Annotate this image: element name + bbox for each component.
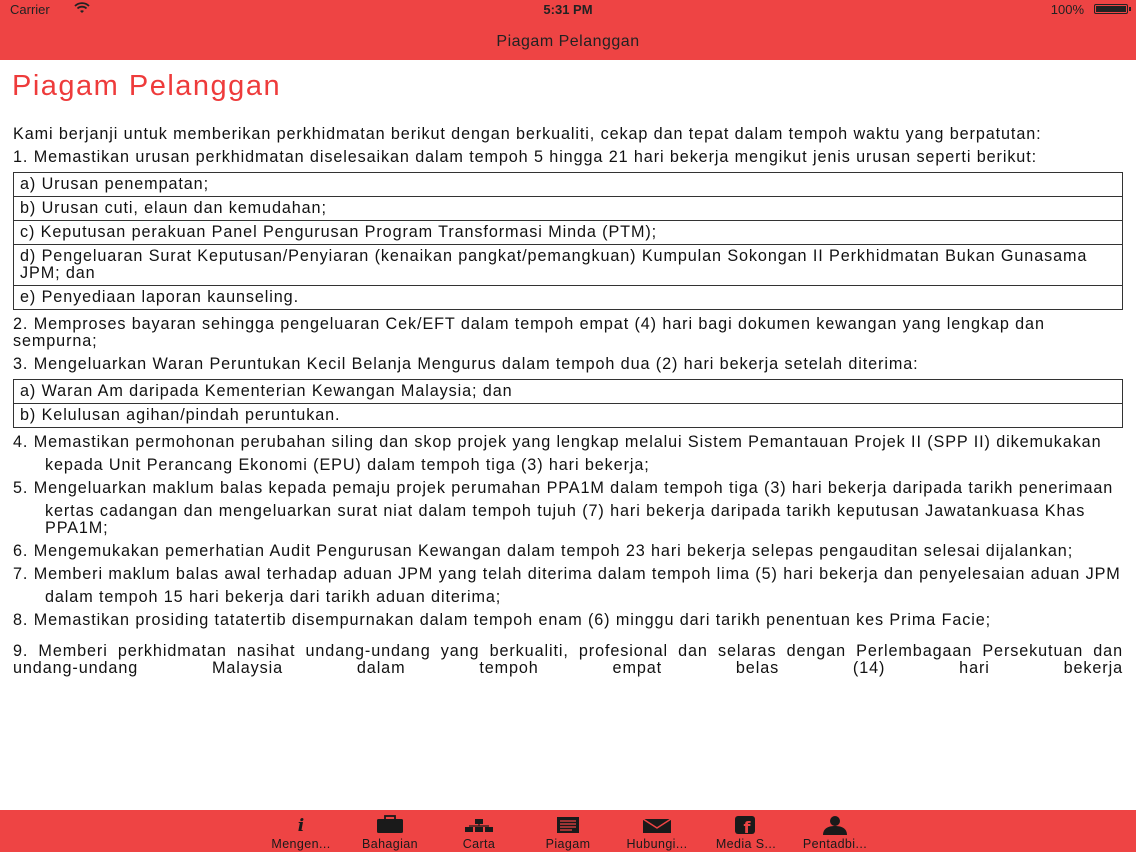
table-cell: c) Keputusan perakuan Panel Pengurusan Program Transformasi Minda (PTM); [14,221,1123,245]
table-row [14,245,1123,286]
tab-bahagian[interactable] [345,810,435,852]
table-row [14,173,1123,197]
item-5: 5. Mengeluarkan maklum balas kepada pemaju projek perumahan PPA1M dalam tempoh tiga (3) hari bekerja daripada tarikh penerimaan [13,479,1114,497]
item-2: 2. Memproses bayaran sehingga pengeluaran Cek/EFT dalam tempoh empat (4) hari bagi dokumen kewangan yang lengkap dan sempurna; [13,315,1045,350]
tab-hubungi[interactable] [612,810,702,852]
table-cell: a) Urusan penempatan; [14,173,1123,197]
table-row [14,380,1123,404]
page-title: Piagam Pelanggan [12,70,282,102]
item-5-continued: kertas cadangan dan mengeluarkan surat niat dalam tempoh tujuh (7) hari bekerja daripada tarikh keputusan Jawatankuasa Khas PPA1M; [45,502,1086,537]
table-cell: a) Waran Am daripada Kementerian Kewangan Malaysia; dan [14,380,1123,404]
tab-label: Carta [462,837,496,851]
tab-carta[interactable] [434,810,524,852]
battery-icon [1094,4,1128,14]
tab-label: Media S... [715,837,777,851]
tab-label: Bahagian [361,837,419,851]
info-icon [256,815,346,835]
tab-label: Hubungi... [626,837,688,851]
table-row [14,197,1123,221]
status-bar [0,0,1136,18]
item-1: 1. Memastikan urusan perkhidmatan diselesaikan dalam tempoh 5 hingga 21 hari bekerja mengikut jenis urusan seperti berikut: [13,148,1038,166]
charter-body [13,126,1123,683]
intro-text: Kami berjanji untuk memberikan perkhidmatan berikut dengan berkualiti, cekap dan tepat dalam tempoh waktu yang berpatutan: [13,125,1042,143]
svg-text:i: i [297,816,305,835]
nav-title: Piagam Pelanggan [496,33,640,50]
mail-icon [612,815,702,835]
tab-piagam[interactable] [523,810,613,852]
facebook-icon [701,815,791,835]
table-cell: e) Penyediaan laporan kaunseling. [14,286,1123,310]
item-4: 4. Memastikan permohonan perubahan siling dan skop projek yang lengkap melalui Sistem Pemantauan Projek II (SPP II) dikemukakan [13,433,1102,451]
tab-label: Piagam [545,837,591,851]
table-cell: d) Pengeluaran Surat Keputusan/Penyiaran (kenaikan pangkat/pemangkuan) Kumpulan Sokongan II Perkhidmatan Bukan Gunasama JPM; dan [14,245,1123,286]
content-scroll[interactable] [0,62,1136,810]
table-cell: b) Kelulusan agihan/pindah peruntukan. [14,404,1123,428]
tab-label: Mengen... [271,837,331,851]
table-item-1 [13,172,1123,310]
status-time: 5:31 PM [543,2,593,17]
table-item-3 [13,379,1123,428]
svg-text:f: f [743,818,751,835]
item-8: 8. Memastikan prosiding tatatertib disempurnakan dalam tempoh enam (6) minggu dari tarikh penentuan kes Prima Facie; [13,611,992,629]
table-cell: b) Urusan cuti, elaun dan kemudahan; [14,197,1123,221]
document-icon [523,815,613,835]
top-bar [0,0,1136,60]
item-3: 3. Mengeluarkan Waran Peruntukan Kecil Belanja Mengurus dalam tempoh dua (2) hari bekerja setelah diterima: [13,355,919,373]
tab-mengenai[interactable] [256,810,346,852]
org-chart-icon [434,815,524,835]
item-6: 6. Mengemukakan pemerhatian Audit Pengurusan Kewangan dalam tempoh 23 hari bekerja selepas pengauditan selesai dijalankan; [13,542,1074,560]
briefcase-icon [345,815,435,835]
carrier-label: Carrier [10,2,50,17]
item-9: 9. Memberi perkhidmatan nasihat undang-undang yang berkualiti, profesional dan selaras dengan Perlembagaan Persekutuan dan undang-undang Malaysia dalam tempoh empat belas (14) hari bekerja [13,642,1123,677]
item-7: 7. Memberi maklum balas awal terhadap aduan JPM yang telah diterima dalam tempoh lima (5) hari bekerja dan penyelesaian aduan JPM [13,565,1121,583]
tab-media-sosial[interactable] [701,810,791,852]
table-row [14,286,1123,310]
tab-pentadbir[interactable] [790,810,880,852]
item-7-continued: dalam tempoh 15 hari bekerja dari tarikh aduan diterima; [45,588,502,606]
tab-bar [0,810,1136,852]
tab-label: Pentadbi... [802,837,868,851]
person-icon [790,815,880,835]
table-row [14,404,1123,428]
table-row [14,221,1123,245]
item-4-continued: kepada Unit Perancang Ekonomi (EPU) dalam tempoh tiga (3) hari bekerja; [45,456,650,474]
battery-percent: 100% [1050,2,1084,17]
